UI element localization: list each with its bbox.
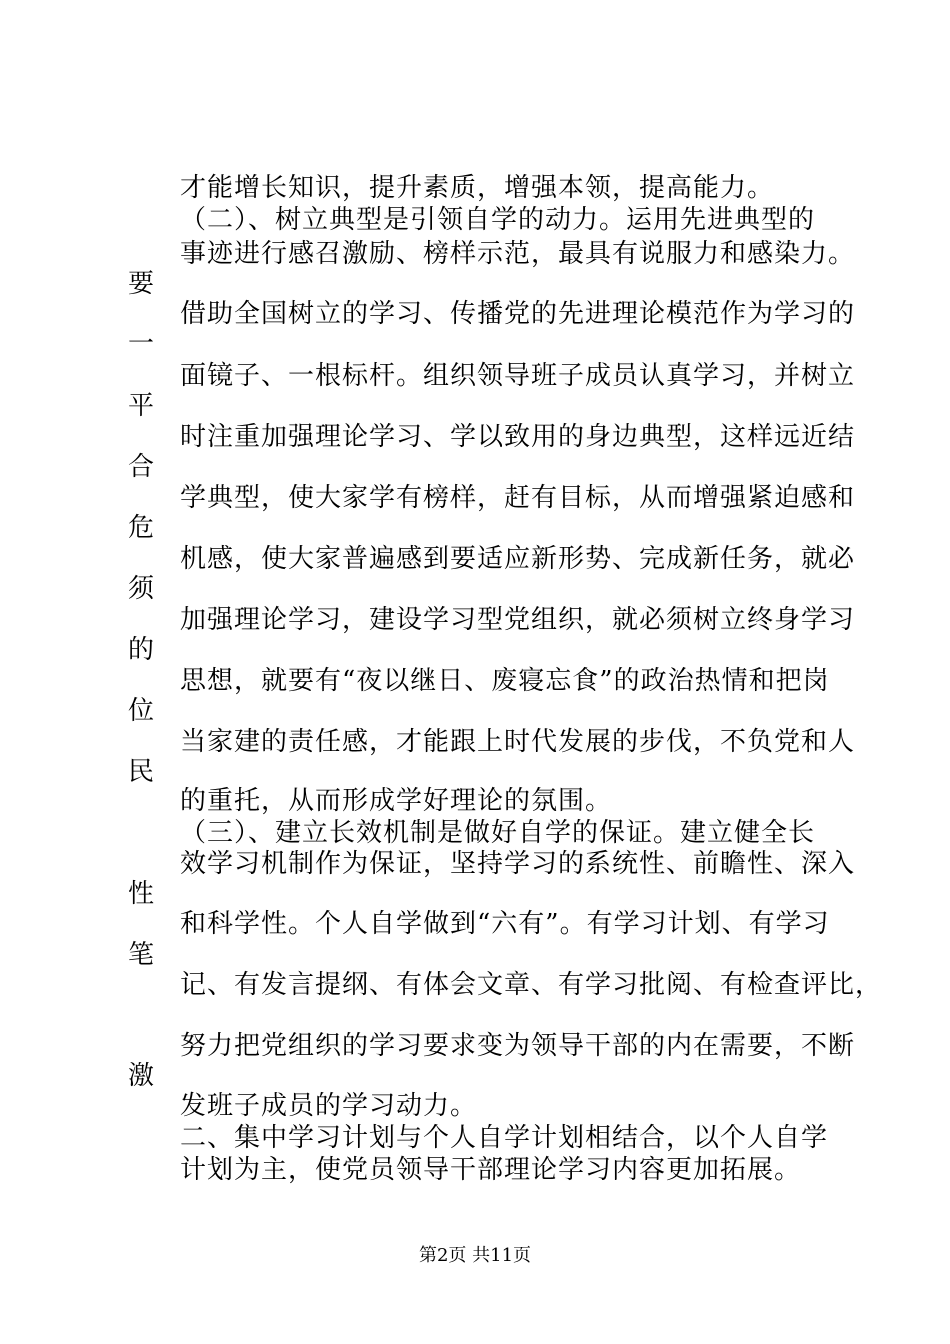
body-line: 二、集中学习计划与个人自学计划相结合，以个人自学 [180, 1123, 829, 1153]
margin-char: 民 [128, 757, 155, 787]
margin-char: 合 [128, 452, 155, 482]
body-line: 事迹进行感召激励、榜样示范，最具有说服力和感染力。 [180, 239, 856, 269]
body-line: （三）、建立长效机制是做好自学的保证。建立健全长 [180, 818, 816, 848]
body-line: （二）、树立典型是引领自学的动力。运用先进典型的 [180, 205, 816, 235]
body-line: 面镜子、一根标杆。组织领导班子成员认真学习，并树立 [180, 361, 856, 391]
body-line: 效学习机制作为保证，坚持学习的系统性、前瞻性、深入 [180, 849, 856, 879]
body-line: 记、有发言提纲、有体会文章、有学习批阅、有检查评比， [180, 970, 883, 1000]
margin-char: 平 [128, 391, 155, 421]
body-line: 机感，使大家普遍感到要适应新形势、完成新任务，就必 [180, 544, 856, 574]
margin-char: 激 [128, 1061, 155, 1091]
margin-char: 要 [128, 269, 155, 299]
body-line: 才能增长知识，提升素质，增强本领，提高能力。 [180, 173, 775, 203]
margin-char: 性 [128, 879, 155, 909]
page-footer: 第2页 共11页 [418, 1245, 532, 1266]
margin-char: 一 [128, 329, 155, 359]
body-line: 发班子成员的学习动力。 [180, 1091, 478, 1121]
body-line: 努力把党组织的学习要求变为领导干部的内在需要，不断 [180, 1031, 856, 1061]
margin-char: 位 [128, 696, 155, 726]
body-line: 当家建的责任感，才能跟上时代发展的步伐，不负党和人 [180, 727, 856, 757]
margin-char: 须 [128, 574, 155, 604]
body-line: 的重托，从而形成学好理论的氛围。 [180, 786, 613, 816]
body-line: 和科学性。个人自学做到“六有”。有学习计划、有学习 [180, 909, 830, 939]
body-line: 学典型，使大家学有榜样，赶有目标，从而增强紧迫感和 [180, 483, 856, 513]
body-line: 借助全国树立的学习、传播党的先进理论模范作为学习的 [180, 299, 856, 329]
margin-char: 危 [128, 513, 155, 543]
margin-char: 的 [128, 635, 155, 665]
body-line: 加强理论学习，建设学习型党组织，就必须树立终身学习 [180, 605, 856, 635]
margin-char: 笔 [128, 940, 155, 970]
body-line: 计划为主，使党员领导干部理论学习内容更加拓展。 [180, 1155, 802, 1185]
body-line: 时注重加强理论学习、学以致用的身边典型，这样远近结 [180, 422, 856, 452]
body-line: 思想，就要有“夜以继日、废寝忘食”的政治热情和把岗 [180, 666, 830, 696]
